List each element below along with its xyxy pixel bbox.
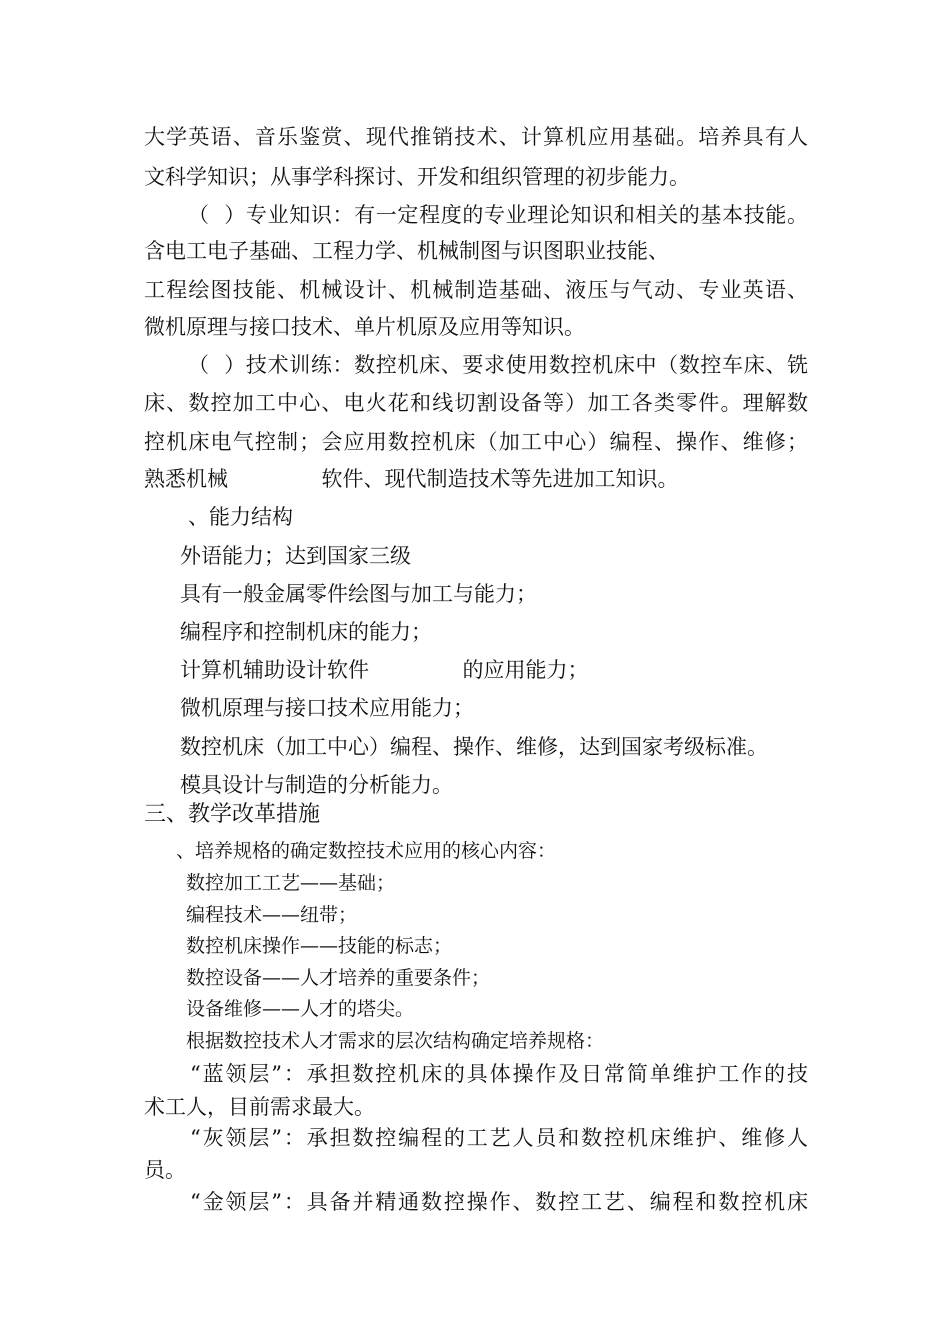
chapter-heading: 三、教学改革措施: [144, 802, 321, 827]
list-item: 设备维修——人才的塔尖。: [186, 998, 415, 1020]
text-line: 控机床电气控制；会应用数控机床（加工中心）编程、操作、维修；: [144, 430, 808, 454]
text-line: “金领层”：具备并精通数控操作、数控工艺、编程和数控机床: [190, 1190, 808, 1214]
text-line: “蓝领层”：承担数控机床的具体操作及日常简单维护工作的技: [190, 1062, 808, 1086]
section-heading: 、培养规格的确定数控技术应用的核心内容：: [176, 840, 557, 862]
list-item: 微机原理与接口技术应用能力；: [180, 696, 474, 720]
section-heading: 、能力结构: [188, 505, 293, 529]
list-item: 数控设备——人才培养的重要条件；: [186, 967, 491, 989]
list-item: 数控机床操作——技能的标志；: [186, 935, 453, 957]
list-item: 编程技术——纽带；: [186, 904, 358, 926]
text-line: 大学英语、音乐鉴赏、现代推销技术、计算机应用基础。培养具有人: [144, 125, 808, 149]
list-item: 模具设计与制造的分析能力。: [180, 773, 453, 797]
list-item: 数控机床（加工中心）编程、操作、维修，达到国家考级标准。: [180, 735, 768, 759]
text-line: 床、数控加工中心、电火花和线切割设备等）加工各类零件。理解数: [144, 391, 808, 415]
text-line: 文科学知识；从事学科探讨、开发和组织管理的初步能力。: [144, 165, 690, 189]
text-line: （ ）技术训练：数控机床、要求使用数控机床中（数控车床、铣: [188, 353, 808, 377]
list-item: 计算机辅助设计软件 的应用能力；: [180, 658, 589, 682]
list-item: 具有一般金属零件绘图与加工与能力；: [180, 582, 537, 606]
list-item: 外语能力；达到国家三级: [180, 544, 411, 568]
text-line: 员。: [144, 1158, 186, 1182]
text-line: “灰领层”：承担数控编程的工艺人员和数控机床维护、维修人: [190, 1126, 808, 1150]
text-line: 术工人，目前需求最大。: [144, 1095, 375, 1119]
list-item: 编程序和控制机床的能力；: [180, 620, 432, 644]
text-line: 熟悉机械 软件、现代制造技术等先进加工知识。: [144, 467, 679, 491]
list-item: 数控加工工艺——基础；: [186, 872, 396, 894]
text-line: （ ）专业知识：有一定程度的专业理论知识和相关的基本技能。: [188, 203, 808, 227]
text-line: 工程绘图技能、机械设计、机械制造基础、液压与气动、专业英语、: [144, 278, 808, 302]
text-line: 微机原理与接口技术、单片机原及应用等知识。: [144, 315, 585, 339]
text-line: 含电工电子基础、工程力学、机械制图与识图职业技能、: [144, 239, 669, 263]
text-line: 根据数控技术人才需求的层次结构确定培养规格：: [186, 1030, 605, 1052]
